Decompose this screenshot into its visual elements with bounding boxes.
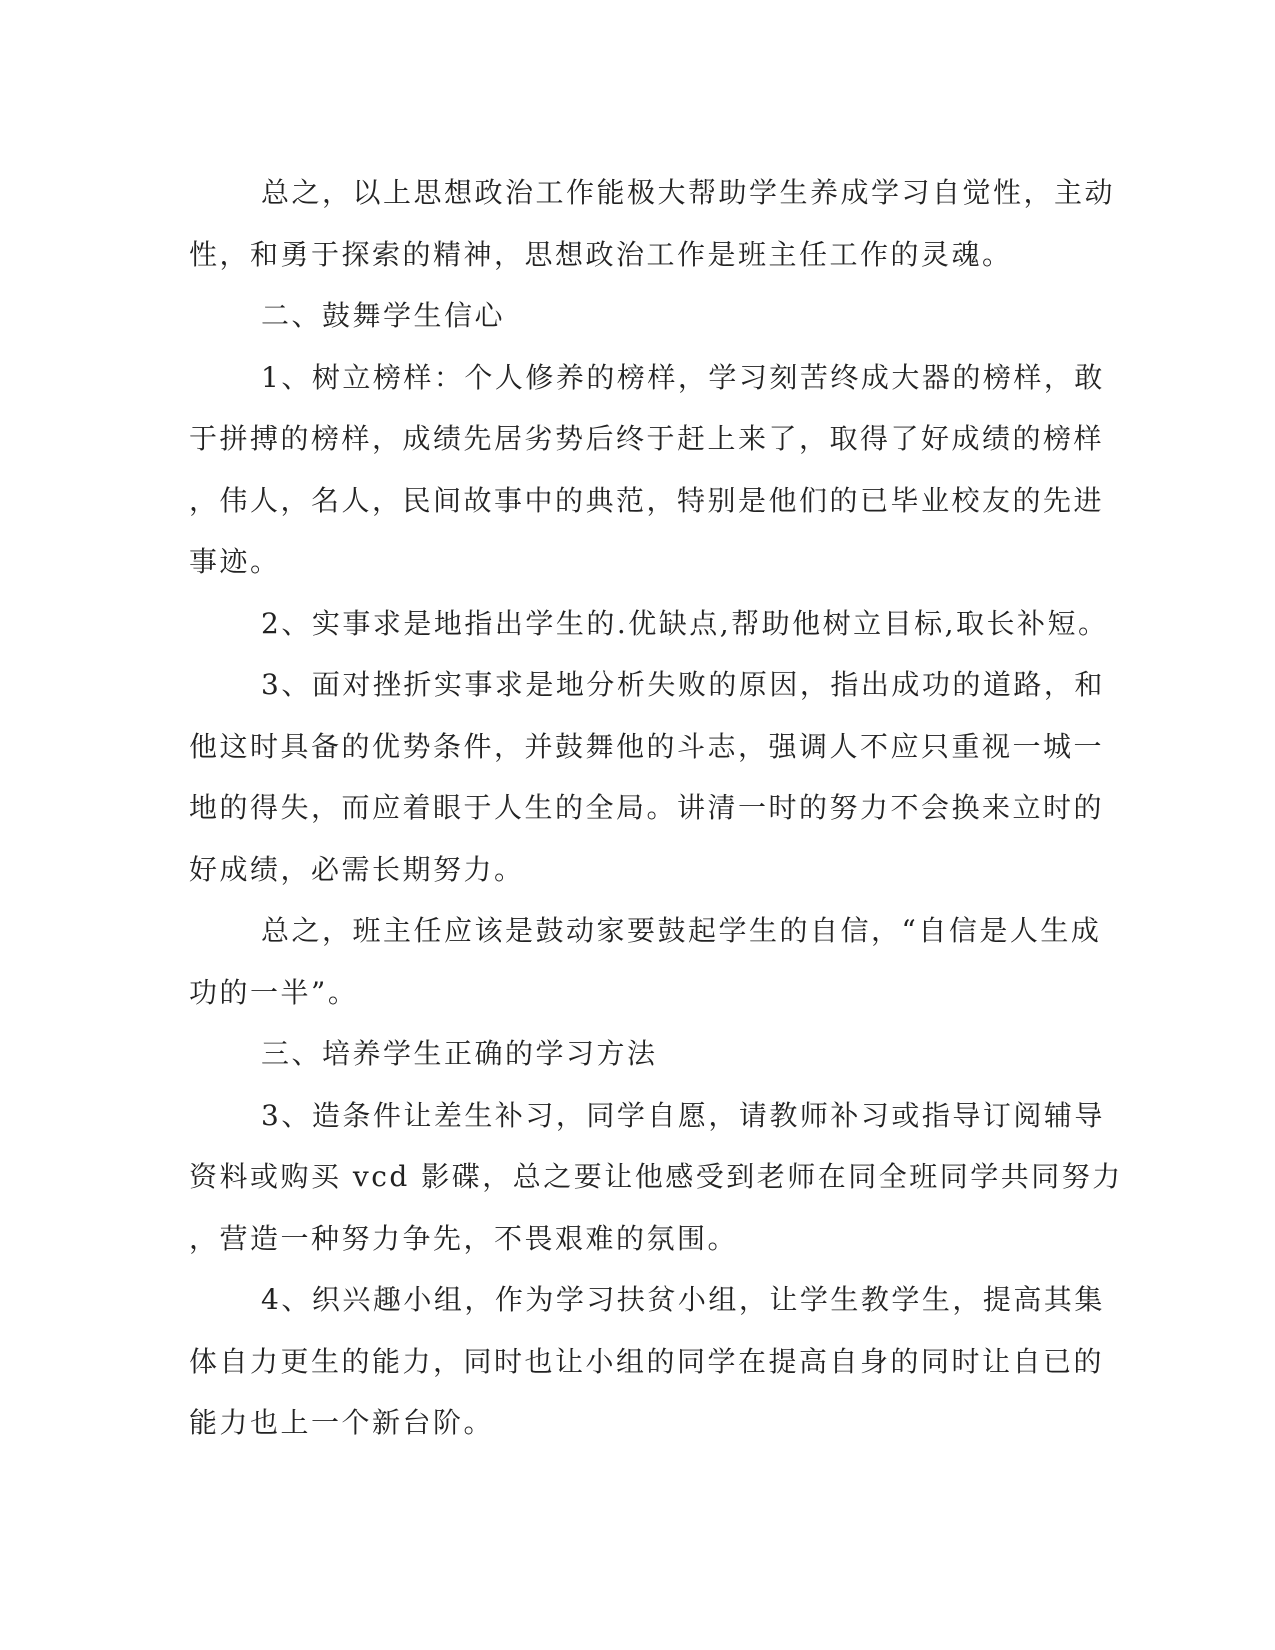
- text-line: 性，和勇于探索的精神，思想政治工作是班主任工作的灵魂。: [189, 237, 1013, 271]
- text-line: 3、面对挫折实事求是地分析失败的原因，指出成功的道路，和: [261, 668, 1105, 701]
- text-line: 能力也上一个新台阶。: [189, 1406, 495, 1439]
- text-line: 总之，班主任应该是鼓动家要鼓起学生的自信，“自信是人生成: [261, 914, 1102, 947]
- text-line: 好成绩，必需长期努力。: [189, 852, 525, 886]
- text-line: ，伟人，名人，民间故事中的典范，特别是他们的已毕业校友的先进: [189, 483, 1105, 517]
- text-line: 事迹。: [189, 545, 281, 578]
- text-line: 4、织兴趣小组，作为学习扶贫小组，让学生教学生，提高其集: [261, 1283, 1105, 1316]
- text-line: 总之，以上思想政治工作能极大帮助学生养成学习自觉性，主动: [261, 176, 1116, 209]
- text-line: ，营造一种努力争先，不畏艰难的氛围。: [189, 1221, 739, 1255]
- body-text: [189, 162, 1123, 1454]
- text-line: 地的得失，而应着眼于人生的全局。讲清一时的努力不会换来立时的: [189, 791, 1105, 824]
- text-line: 资料或购买 vcd 影碟，总之要让他感受到老师在同全班同学共同努力: [189, 1160, 1123, 1193]
- text-line: 体自力更生的能力，同时也让小组的同学在提高自身的同时让自已的: [189, 1344, 1105, 1378]
- text-line: 1、树立榜样：个人修养的榜样，学习刻苦终成大器的榜样，敢: [261, 360, 1105, 394]
- text-line: 二、鼓舞学生信心: [261, 299, 506, 332]
- text-line: 三、培养学生正确的学习方法: [261, 1037, 658, 1070]
- text-line: 他这时具备的优势条件，并鼓舞他的斗志，强调人不应只重视一城一: [189, 729, 1105, 763]
- text-line: 于拼搏的榜样，成绩先居劣势后终于赶上来了，取得了好成绩的榜样: [189, 422, 1105, 455]
- text-line: 3、造条件让差生补习，同学自愿，请教师补习或指导订阅辅导: [261, 1098, 1105, 1132]
- text-line: 功的一半”。: [189, 975, 359, 1009]
- text-line: 2、实事求是地指出学生的.优缺点,帮助他树立目标,取长补短。: [261, 606, 1109, 640]
